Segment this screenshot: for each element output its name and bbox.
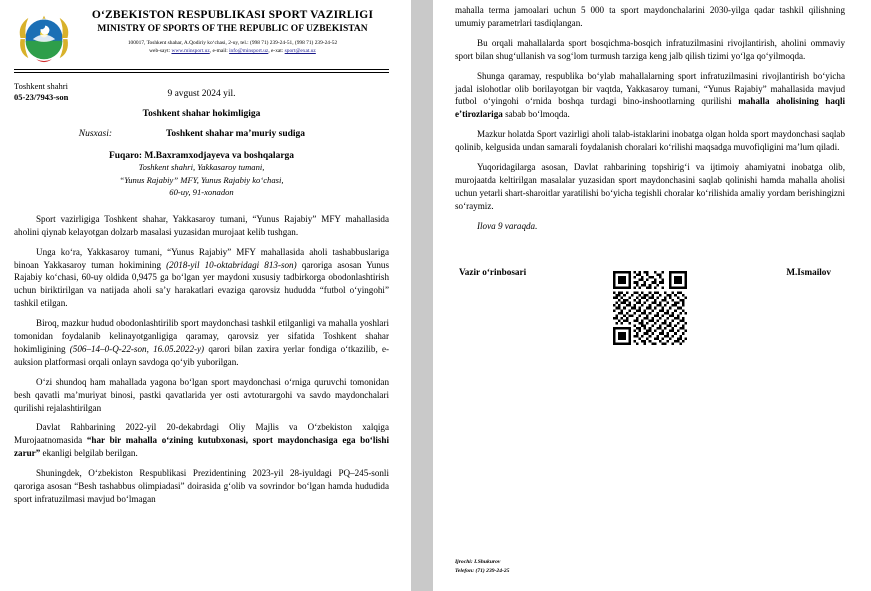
email2-value[interactable]: sport@exat.uz [284, 47, 316, 54]
org-address: 100017, Toshkent shahar, A.Qodiriy ko‘chasi, 2-uy, tel.: (998 71) 239-24-51, (998 71) 239-24-52 [127, 39, 338, 46]
copy-label: Nusxasi: [78, 129, 112, 140]
paragraph: Unga ko‘ra, Yakkasaroy tumani, “Yunus Rajabiy” MFY mahallasida aholi tashabbuslariga binoan Yakkasaroy tuman hokimining (2018-yil 10-oktabridagi 813-son) qaroriga asosan Yunus Rajabiy ko‘chasi, 60-uy oldida 0,9475 ga bo‘lgan yer maydoni xususiy tadbirkorga obodonlashtirish uchun biriktirilgan va natijada aholi sa’y harakatlari evaziga qarovsiz hududda “futbol o‘yingohi” tashkil etilgan. [14, 246, 389, 309]
body-text-page-2 [455, 4, 845, 233]
paragraph: Shunga qaramay, respublika bo‘ylab mahallalarning sport infratuzilmasini rivojlantirish bo‘yicha jadal islohotlar olib borilayotgan bir vaqtda, Yakkasaroy tumani, “Yunus Rajabiy” mahallasida mavjud futbol o‘yingohi o‘rnida boshqa turdagi bino-inshootlarning qurilishi mahalla aholisining haqli e’tirozlariga sabab bo‘lmoqda. [455, 70, 846, 120]
sender-name: Fuqaro: M.Baxramxodjayeva va boshqalarga [108, 151, 295, 162]
signer-role: Vazir o‘rinbosari [459, 266, 527, 277]
document-page-2 [433, 0, 871, 591]
emphasised-phrase: mahalla aholisining haqli e’tirozlariga [455, 96, 846, 120]
paragraph: Mazkur holatda Sport vazirligi aholi talab-istaklarini inobatga olgan holda sport maydonchasi saqlab qolinib, kelgusida undan samarali foydalanish choralari ko‘rilishi maqsadga muvofiqligini ma’lum qiladi. [455, 129, 845, 153]
page-gutter [411, 0, 433, 591]
qr-code-icon [613, 271, 687, 345]
sender-block [14, 151, 389, 198]
org-name-uz: O‘ZBEKISTON RESPUBLIKASI SPORT VAZIRLIGI [91, 9, 374, 21]
sender-address-line-3: 60-uy, 91-xonadon [169, 187, 234, 198]
paragraph: Davlat Rahbarining 2022-yil 20-dekabrdagi Oliy Majlis va O‘zbekiston xalqiga Murojaatnomasida “har bir mahalla o‘zining kutubxonasi, sport maydonchasiga ega bo‘lishi zarur” ekanligi belgilab berilgan. [14, 422, 389, 459]
copy-row [14, 129, 389, 139]
org-contacts [76, 47, 389, 55]
decree-reference-2: (506–14–0-Q-22-son, 16.05.2022-y) [69, 343, 205, 354]
qr-code-wrap [455, 271, 845, 345]
document-date: 9 avgust 2024 yil. [167, 89, 236, 100]
addressee: Toshkent shahar hokimligiga [142, 109, 261, 120]
executor-footer [455, 558, 509, 575]
letterhead-divider-thin [14, 72, 389, 73]
paragraph: Yuqoridagilarga asosan, Davlat rahbarining topshirig‘i va ijtimoiy ahamiyatni inobatga olib, murojaatda keltirilgan masalalar yuzasidan sport maydonchasini saqlab qolinishi hamda mahalla aholisi uchun yetarli shart-sharoitlar yaratilishi bo‘yicha tegishli choralar ko‘rilishida amaliy yordam berishingizni so‘raymiz. [455, 162, 845, 211]
sender-address-line-1: Toshkent shahri, Yakkasaroy tumani, [138, 162, 265, 173]
decree-reference-1: (2018-yil 10-oktabridagi 813-son) [166, 259, 297, 270]
document-page-1 [0, 0, 411, 591]
paragraph: O‘zi shundoq ham mahallada yagona bo‘lgan sport maydonchasi o‘rniga quruvchi tomonidan besh qavatli ma’muriyat binosi, pastki qavatlarida yer osti avtoturargohi va savdo maydonchalari qurilishi rejalashtirilgan [14, 376, 389, 413]
letterhead-divider [14, 69, 389, 70]
email-value[interactable]: info@minsport.uz [229, 47, 269, 54]
body-text-page-1 [14, 213, 389, 506]
uzbekistan-state-emblem-icon [16, 10, 72, 66]
sender-address-line-2: “Yunus Rajabiy” MFY, Yunus Rajabiy ko‘chasi, [119, 174, 284, 185]
reference-city: Toshkent shahri [14, 80, 68, 91]
quoted-statement: “har bir mahalla o‘zining kutubxonasi, sport maydonchasiga ega bo‘lishi zarur” [14, 435, 389, 459]
executor-name: Ijrochi: I.Shukurov [455, 559, 501, 566]
email-label: , e-mail: [209, 47, 230, 54]
reference-number: 05-23/7943-son [14, 91, 69, 102]
letterhead [14, 6, 389, 66]
email2-label: , e-xat: [268, 47, 285, 54]
org-name-en: MINISTRY OF SPORTS OF THE REPUBLIC OF UZBEKISTAN [97, 24, 368, 35]
web-label: web-sayt: [149, 47, 172, 54]
web-value[interactable]: www.minsport.uz [171, 47, 210, 54]
paragraph: Shuningdek, O‘zbekiston Respublikasi Prezidentining 2023-yil 28-iyuldagi PQ–245-sonli qaroriga asosan “Besh tashabbus olimpiadasi” doirasida g‘olib va sovrindor bo‘lgan hamda hududida sport infratuzilmasi mavjud bo‘lmagan [14, 468, 389, 505]
signer-name: M.Ismailov [786, 266, 831, 277]
paragraph: Biroq, mazkur hudud obodonlashtirilib sport maydonchasi tashkil etilganligi va mahalla yoshlari tomonidan foydalanib kelinayotganligiga qaramay, qarovsiz yer sifatida Toshkent shahar hokimligining (506–14–0-Q-22-son, 16.05.2022-y) qarori bilan zaxira yerlar fondiga o‘tkazilib, e-auksion platformasi orqali onlayn savdoga qo‘yib yuborilgan. [14, 318, 390, 367]
paragraph: mahalla terma jamoalari uchun 5 000 ta sport maydonchalarini 2030-yilga qadar tashkil qilishning umumiy parametrlari tasdiqlangan. [455, 5, 845, 28]
paragraph: Bu orqali mahallalarda sport bosqichma-bosqich infratuzilmasini rivojlantirish, aholini ommaviy sport bilan shug‘ullanish va sog‘lom turmush tarziga keng jalb qilish tizimi yo‘lga qo‘yilmoqda. [455, 37, 845, 61]
paragraph: Sport vazirligiga Toshkent shahar, Yakkasaroy tumani, “Yunus Rajabiy” MFY mahallasida aholini qiynab kelayotgan dolzarb masalasi yuzasidan murojaat kelib tushgan. [14, 213, 389, 237]
attachment-note: Ilova 9 varaqda. [477, 220, 538, 231]
copy-value: Toshkent shahar ma’muriy sudiga [165, 129, 306, 140]
executor-phone: Telefon: (71) 239-24-25 [455, 567, 510, 574]
